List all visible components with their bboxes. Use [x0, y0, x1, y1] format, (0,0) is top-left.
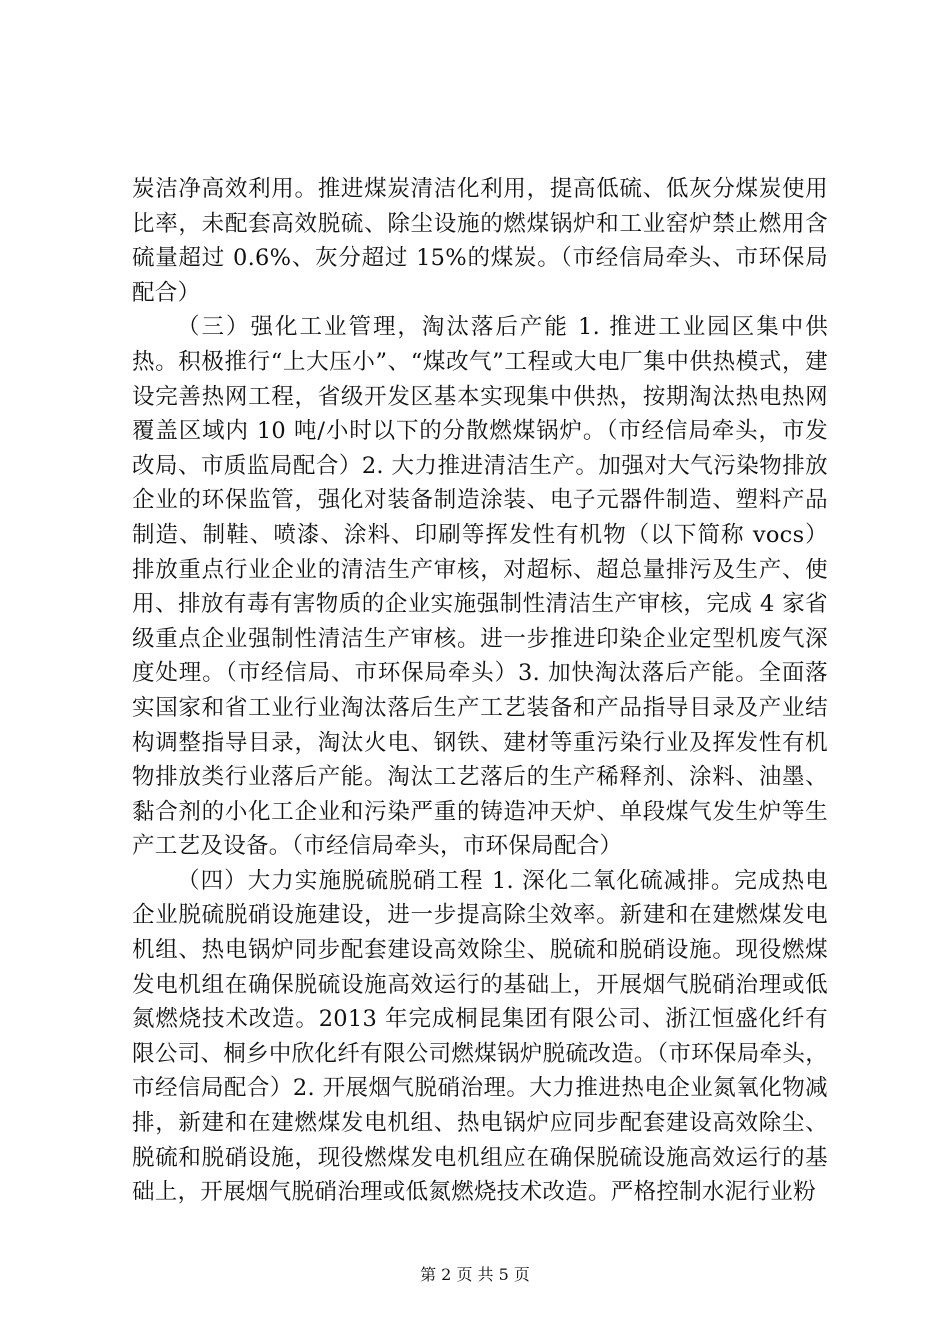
- paragraph-desulfurization: （四）大力实施脱硫脱硝工程 1. 深化二氧化硫减排。完成热电企业脱硫脱硝设施建设，进一步提高除尘效率。新建和在建燃煤发电机组、热电锅炉同步配套建设高效除尘、脱硫和脱硝设施。现役燃煤发电机组在确保脱硫设施高效运行的基础上，开展烟气脱硝治理或低氮燃烧技术改造。2013 年完成桐昆集团有限公司、浙江恒盛化纤有限公司、桐乡中欣化纤有限公司燃煤锅炉脱硫改造。（市环保局牵头，市经信局配合）2. 开展烟气脱硝治理。大力推进热电企业氮氧化物减排，新建和在建燃煤发电机组、热电锅炉应同步配套建设高效除尘、脱硫和脱硝设施，现役燃煤发电机组应在确保脱硫设施高效运行的基础上，开展烟气脱硝治理或低氮燃烧技术改造。严格控制水泥行业粉: [132, 867, 828, 1206]
- document-body: [132, 172, 828, 1210]
- page-number-footer: 第 2 页 共 5 页: [420, 1265, 530, 1284]
- paragraph-industrial-management: （三）强化工业管理，淘汰落后产能 1. 推进工业园区集中供热。积极推行“上大压小”、“煤改气”工程或大电厂集中供热模式，建设完善热网工程，省级开发区基本实现集中供热，按期淘汰热电热网覆盖区域内 10 吨/小时以下的分散燃煤锅炉。（市经信局牵头，市发改局、市质监局配合）2. 大力推进清洁生产。加强对大气污染物排放企业的环保监管，强化对装备制造涂装、电子元器件制造、塑料产品制造、制鞋、喷漆、涂料、印刷等挥发性有机物（以下简称 vocs）排放重点行业企业的清洁生产审核，对超标、超总量排污及生产、使用、排放有毒有害物质的企业实施强制性清洁生产审核，完成 4 家省级重点企业强制性清洁生产审核。进一步推进印染企业定型机废气深度处理。（市经信局、市环保局牵头）3. 加快淘汰落后产能。全面落实国家和省工业行业淘汰落后生产工艺装备和产品指导目录及产业结构调整指导目录，淘汰火电、钢铁、建材等重污染行业及挥发性有机物排放类行业落后产能。淘汰工艺落后的生产稀释剂、涂料、油墨、黏合剂的小化工企业和污染严重的铸造冲天炉、单段煤气发生炉等生产工艺及设备。（市经信局牵头，市环保局配合）: [132, 314, 828, 860]
- paragraph-coal-usage: 炭洁净高效利用。推进煤炭清洁化利用，提高低硫、低灰分煤炭使用比率，未配套高效脱硫、除尘设施的燃煤锅炉和工业窑炉禁止燃用含硫量超过 0.6%、灰分超过 15%的煤炭。（市经信局牵头、市环保局配合）: [132, 176, 828, 306]
